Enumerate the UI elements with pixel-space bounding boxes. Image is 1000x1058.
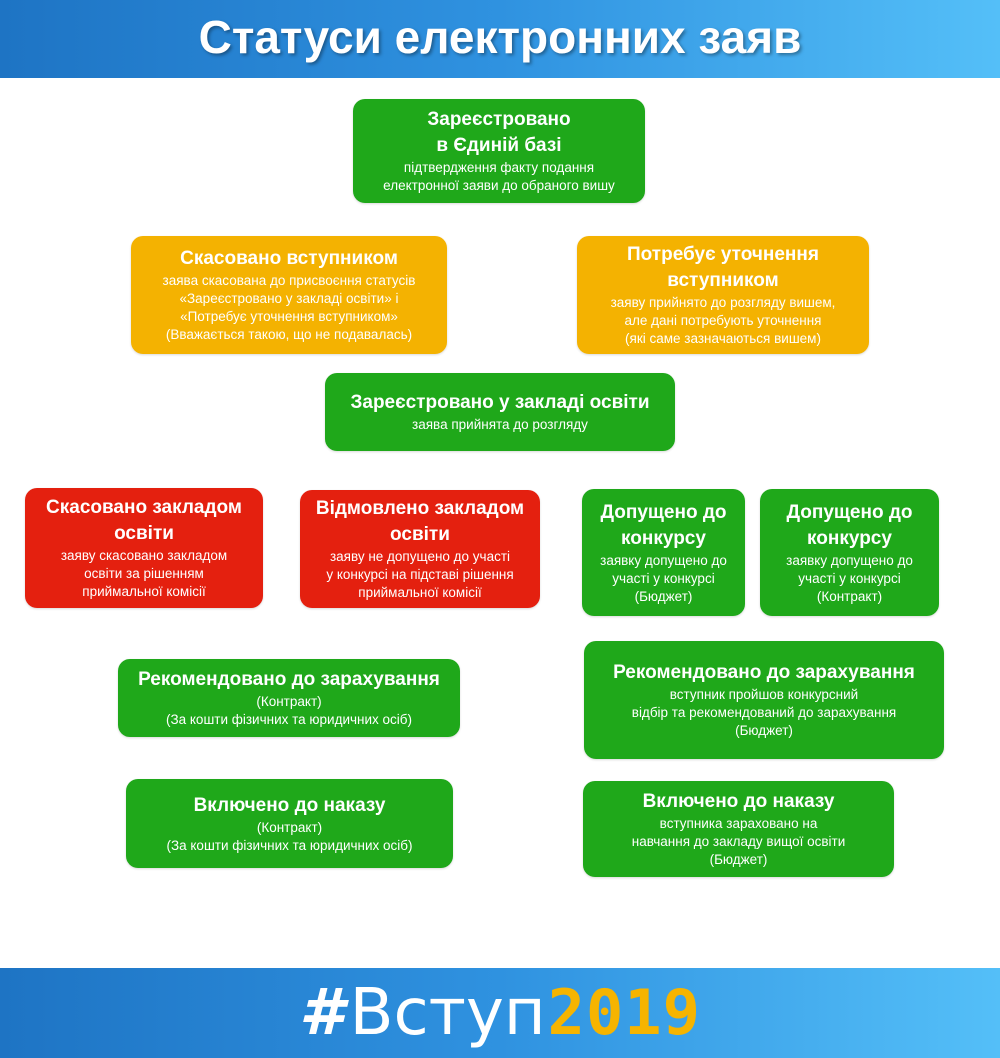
brand-hash: # <box>299 976 344 1050</box>
status-title: Скасовано закладом освіти <box>46 497 242 544</box>
status-title: Рекомендовано до зарахування <box>613 662 915 683</box>
brand-word: Вступ <box>349 976 546 1050</box>
status-description: вступника зараховано на навчання до закладу вищої освіти (Бюджет) <box>631 816 846 867</box>
status-description: заявку допущено до участі у конкурсі (Контракт) <box>786 552 913 604</box>
status-rejected-by-institution <box>300 490 540 608</box>
status-description: (Контракт) (За кошти фізичних та юридичних осіб) <box>165 694 413 727</box>
status-title: Рекомендовано до зарахування <box>138 669 440 690</box>
brand-logo <box>0 976 1000 1050</box>
status-title: Зареєстровано в Єдиній базі <box>427 109 571 156</box>
status-title: Відмовлено закладом освіти <box>315 498 525 545</box>
status-admitted-contract <box>760 489 939 616</box>
status-order-budget <box>583 781 894 877</box>
status-recommended-budget <box>584 641 944 759</box>
status-title: Допущено до конкурсу <box>786 501 913 549</box>
page-title: Статуси електронних заяв <box>198 11 802 63</box>
status-description: заява прийнята до розгляду <box>412 417 588 432</box>
status-order-contract <box>126 779 453 868</box>
status-description: вступник пройшов конкурсний відбір та рекомендований до зарахування (Бюджет) <box>631 687 897 738</box>
status-cancelled-by-applicant <box>131 236 447 354</box>
brand-year: 2019 <box>547 976 701 1049</box>
status-description: (Контракт) (За кошти фізичних та юридичних осіб) <box>166 819 413 853</box>
status-description: заяву не допущено до участі у конкурсі на підставі рішення приймальної комісії <box>326 549 514 600</box>
status-title: Скасовано вступником <box>180 248 398 269</box>
status-title: Включено до наказу <box>193 794 386 816</box>
status-description: заяву скасовано закладом освіти за рішенням приймальної комісії <box>60 548 228 599</box>
status-description: заяву прийнято до розгляду вишем, але дані потребують уточнення (які саме зазначаються вишем) <box>610 295 836 346</box>
status-registered-in-institution <box>325 373 675 451</box>
status-description: підтвердження факту подання електронної заяви до обраного вишу <box>383 160 615 193</box>
status-cancelled-by-institution <box>25 488 263 608</box>
status-title: Потребує уточнення вступником <box>627 244 819 291</box>
status-title: Зареєстровано у закладі освіти <box>350 392 650 413</box>
status-description: заявку допущено до участі у конкурсі (Бюджет) <box>600 552 727 604</box>
header-banner <box>0 0 1000 78</box>
status-description: заява скасована до присвоєння статусів «Зареєстровано у закладі освіти» і «Потребує уточнення вступником» (Вважається такою, що не подавалась) <box>162 273 416 342</box>
status-recommended-contract <box>118 659 460 737</box>
footer-banner <box>0 968 1000 1058</box>
status-needs-clarification <box>577 236 869 354</box>
status-title: Допущено до конкурсу <box>600 501 727 549</box>
status-title: Включено до наказу <box>642 791 835 812</box>
status-admitted-budget <box>582 489 745 616</box>
status-registered-unified-base <box>353 99 645 203</box>
